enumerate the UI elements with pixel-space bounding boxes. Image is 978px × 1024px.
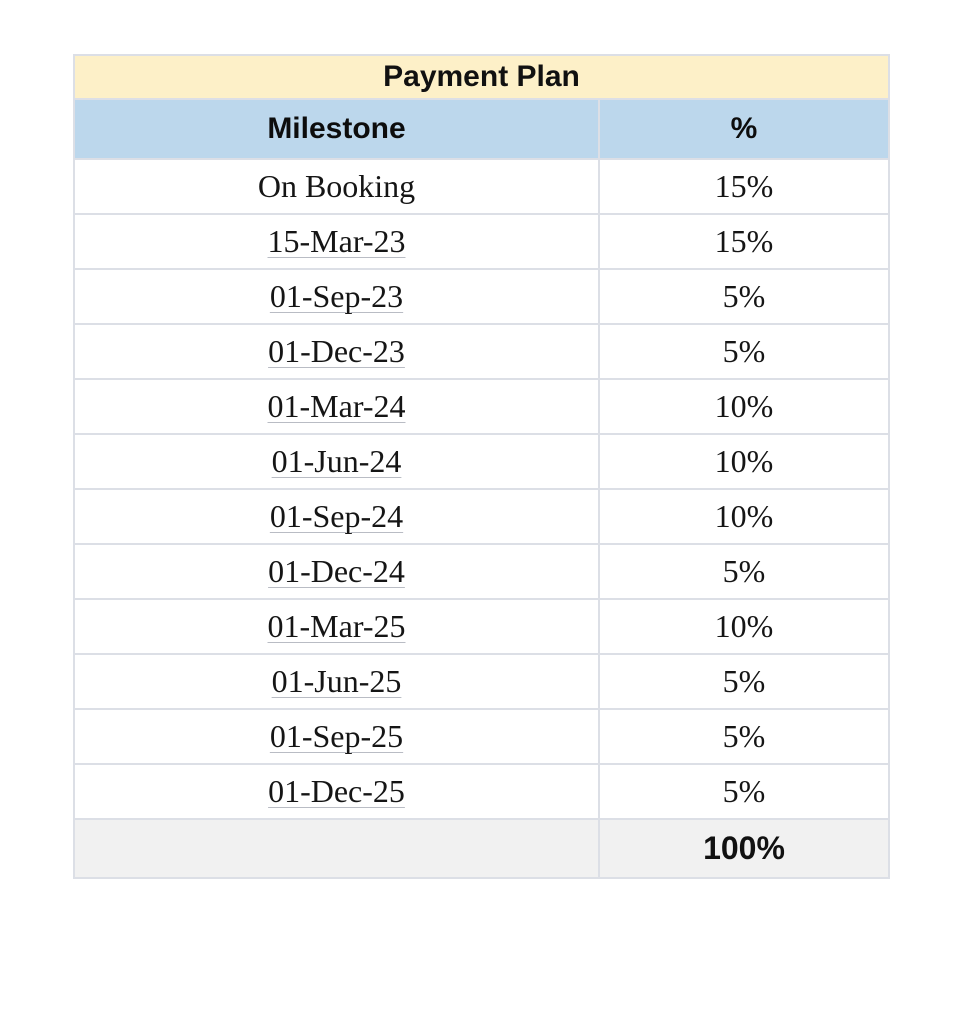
milestone-text: 01-Mar-25 — [267, 608, 406, 644]
milestone-cell — [74, 214, 599, 269]
milestone-text: On Booking — [257, 168, 416, 204]
table-row — [74, 544, 889, 599]
table-row — [74, 269, 889, 324]
table-title-row — [74, 55, 889, 99]
milestone-text: 01-Sep-25 — [269, 718, 404, 754]
table-row — [74, 764, 889, 819]
cropped-text-line — [165, 0, 685, 12]
milestone-text: 01-Dec-23 — [268, 333, 405, 369]
percent-cell: 10% — [599, 599, 889, 654]
milestone-text: 01-Sep-23 — [269, 278, 404, 314]
percent-cell: 10% — [599, 379, 889, 434]
percent-cell: 5% — [599, 269, 889, 324]
header-milestone: Milestone — [74, 99, 599, 159]
percent-cell: 5% — [599, 324, 889, 379]
milestone-cell — [74, 764, 599, 819]
table-row — [74, 159, 889, 214]
table-row — [74, 434, 889, 489]
percent-cell: 5% — [599, 764, 889, 819]
milestone-cell — [74, 599, 599, 654]
percent-cell: 5% — [599, 654, 889, 709]
total-row — [74, 819, 889, 878]
percent-cell: 5% — [599, 544, 889, 599]
header-percent: % — [599, 99, 889, 159]
milestone-cell — [74, 544, 599, 599]
table-row — [74, 654, 889, 709]
percent-cell: 15% — [599, 159, 889, 214]
total-label-cell — [74, 819, 599, 878]
milestone-cell — [74, 489, 599, 544]
table-row — [74, 324, 889, 379]
milestone-text: 01-Dec-24 — [268, 553, 405, 589]
milestone-text: 01-Mar-24 — [267, 388, 406, 424]
milestone-text: 01-Dec-25 — [268, 773, 405, 809]
table-header-row — [74, 99, 889, 159]
table-title: Payment Plan — [74, 55, 889, 99]
payment-plan-table-container — [73, 54, 888, 879]
table-row — [74, 379, 889, 434]
milestone-text: 01-Sep-24 — [269, 498, 404, 534]
milestone-cell — [74, 269, 599, 324]
milestone-text: 01-Jun-24 — [271, 443, 402, 479]
milestone-cell — [74, 709, 599, 764]
percent-cell: 10% — [599, 434, 889, 489]
payment-plan-table — [73, 54, 890, 879]
milestone-text: 15-Mar-23 — [267, 223, 406, 259]
milestone-cell — [74, 434, 599, 489]
percent-cell: 15% — [599, 214, 889, 269]
milestone-text: 01-Jun-25 — [271, 663, 402, 699]
milestone-cell — [74, 159, 599, 214]
milestone-cell — [74, 324, 599, 379]
table-row — [74, 709, 889, 764]
milestone-cell — [74, 654, 599, 709]
table-row — [74, 489, 889, 544]
percent-cell: 5% — [599, 709, 889, 764]
milestone-cell — [74, 379, 599, 434]
total-percent-cell: 100% — [599, 819, 889, 878]
table-row — [74, 214, 889, 269]
table-row — [74, 599, 889, 654]
percent-cell: 10% — [599, 489, 889, 544]
